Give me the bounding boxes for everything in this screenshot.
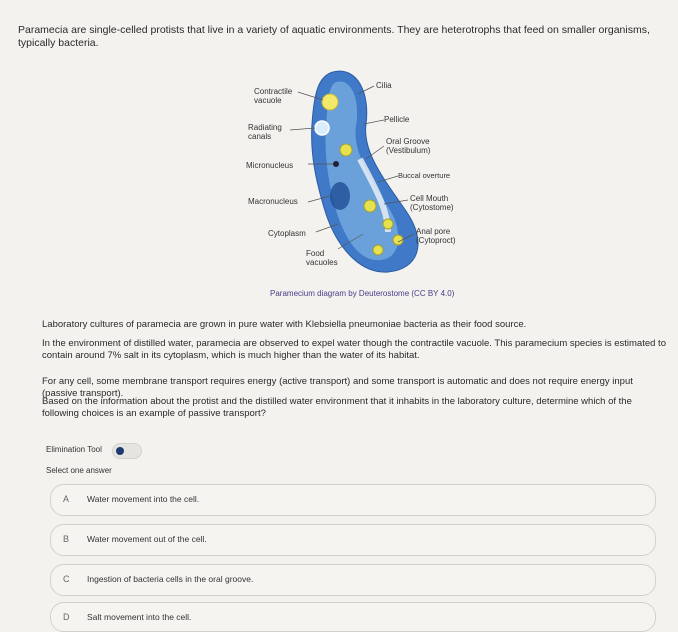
label-cilia: Cilia	[376, 81, 392, 90]
paragraph-contractile: In the environment of distilled water, paramecia are observed to expel water though the contractile vacuole. This paramecium species is estimated to contain around 7% salt in its cytoplasm, which is much higher than the water of its habitat.	[42, 338, 666, 361]
radiating-canals	[315, 121, 329, 135]
choice-text: Ingestion of bacteria cells in the oral groove.	[87, 574, 254, 584]
label-contractile-vacuole: Contractile vacuole	[254, 87, 293, 105]
paragraph-question: Based on the information about the protist and the distilled water environment that it inhabits in the laboratory culture, determine which of the following choices is an example of passive transport?	[42, 396, 632, 419]
food-vacuole	[373, 245, 383, 255]
elimination-tool-toggle[interactable]	[112, 443, 142, 459]
food-vacuole	[364, 200, 376, 212]
micronucleus	[333, 161, 339, 167]
paragraph-culture: Laboratory cultures of paramecia are grown in pure water with Klebsiella pneumoniae bacteria as their food source.	[42, 319, 527, 330]
choice-c[interactable]	[50, 564, 656, 596]
choice-b[interactable]	[50, 524, 656, 556]
label-buccal-overture: Buccal overture	[398, 171, 451, 180]
macronucleus	[330, 182, 350, 210]
label-oral-groove: Oral Groove (Vestibulum)	[386, 137, 431, 155]
choice-text: Water movement out of the cell.	[87, 534, 207, 544]
choice-letter: A	[63, 494, 70, 504]
label-cytoplasm: Cytoplasm	[268, 229, 306, 238]
choice-a[interactable]	[50, 484, 656, 516]
food-vacuole	[340, 144, 352, 156]
label-pellicle: Pellicle	[384, 115, 410, 124]
food-vacuole	[383, 219, 393, 229]
label-anal-pore: Anal pore (Cytoproct)	[416, 227, 456, 245]
contractile-vacuole-top	[322, 94, 338, 110]
label-cell-mouth: Cell Mouth (Cytostome)	[410, 194, 454, 212]
intro-text: Paramecia are single-celled protists that live in a variety of aquatic environments. They are heterotrophs that feed on smaller organisms, typically bacteria.	[18, 24, 650, 49]
select-prompt: Select one answer	[46, 466, 112, 475]
label-radiating-canals: Radiating canals	[248, 123, 282, 141]
choice-text: Water movement into the cell.	[87, 494, 200, 504]
label-food-vacuoles: Food vacuoles	[306, 249, 338, 267]
diagram-caption: Paramecium diagram by Deuterostome (CC BY 4.0)	[270, 289, 455, 298]
choice-letter: C	[63, 574, 70, 584]
toggle-knob	[116, 447, 124, 455]
choice-d[interactable]	[50, 602, 656, 632]
label-macronucleus: Macronucleus	[248, 197, 298, 206]
elimination-tool-label: Elimination Tool	[46, 445, 102, 454]
paramecium-diagram	[238, 64, 468, 286]
choice-letter: D	[63, 612, 70, 622]
paramecium-svg	[238, 64, 468, 286]
label-micronucleus: Micronucleus	[246, 161, 294, 170]
paragraph-transport: For any cell, some membrane transport requires energy (active transport) and some transport is automatic and does not require energy input (passive transport).	[42, 376, 633, 399]
choice-text: Salt movement into the cell.	[87, 612, 192, 622]
choice-letter: B	[63, 534, 70, 544]
